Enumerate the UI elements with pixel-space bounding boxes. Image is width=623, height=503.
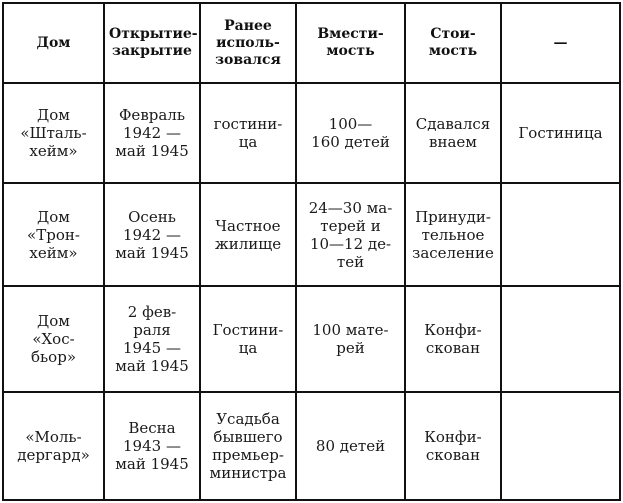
- table-cell: 80 детей: [296, 392, 405, 500]
- table-cell: Дом «Трон- хейм»: [3, 183, 104, 286]
- table-row: [3, 286, 620, 392]
- table-cell: 100— 160 детей: [296, 83, 405, 183]
- table-cell: Гостиница: [501, 83, 620, 183]
- document-page: [2, 2, 619, 499]
- table-cell: «Моль- дергард»: [3, 392, 104, 500]
- table-cell: 100 мате- рей: [296, 286, 405, 392]
- table-cell: Дом «Шталь- хейм»: [3, 83, 104, 183]
- table-cell: [501, 183, 620, 286]
- children-homes-table: [2, 2, 621, 501]
- table-cell: Конфи- скован: [405, 392, 501, 500]
- header-cell-house: Дом: [3, 3, 104, 83]
- table-row: [3, 183, 620, 286]
- header-cell-cost: Стои- мость: [405, 3, 501, 83]
- header-cell-dash: —: [501, 3, 620, 83]
- table-row: [3, 83, 620, 183]
- table-cell: Осень 1942 — май 1945: [104, 183, 200, 286]
- table-cell: Частное жилище: [200, 183, 296, 286]
- table-cell: Конфи- скован: [405, 286, 501, 392]
- header-cell-capacity: Вмести- мость: [296, 3, 405, 83]
- table-cell: 2 фев- раля 1945 — май 1945: [104, 286, 200, 392]
- table-cell: Принуди- тельное заселение: [405, 183, 501, 286]
- table-cell: [501, 286, 620, 392]
- header-row: [3, 3, 620, 83]
- header-cell-open-close: Открытие- закрытие: [104, 3, 200, 83]
- table-cell: Сдавался внаем: [405, 83, 501, 183]
- table-cell: Гостини- ца: [200, 286, 296, 392]
- table-cell: Весна 1943 — май 1945: [104, 392, 200, 500]
- table-cell: гостини- ца: [200, 83, 296, 183]
- table-cell: Февраль 1942 — май 1945: [104, 83, 200, 183]
- table-cell: Усадьба бывшего премьер- министра: [200, 392, 296, 500]
- table-cell: [501, 392, 620, 500]
- header-cell-previous-use: Ранее исполь- зовался: [200, 3, 296, 83]
- table-cell: Дом «Хос- бьор»: [3, 286, 104, 392]
- table-row: [3, 392, 620, 500]
- table-cell: 24—30 ма- терей и 10—12 де- тей: [296, 183, 405, 286]
